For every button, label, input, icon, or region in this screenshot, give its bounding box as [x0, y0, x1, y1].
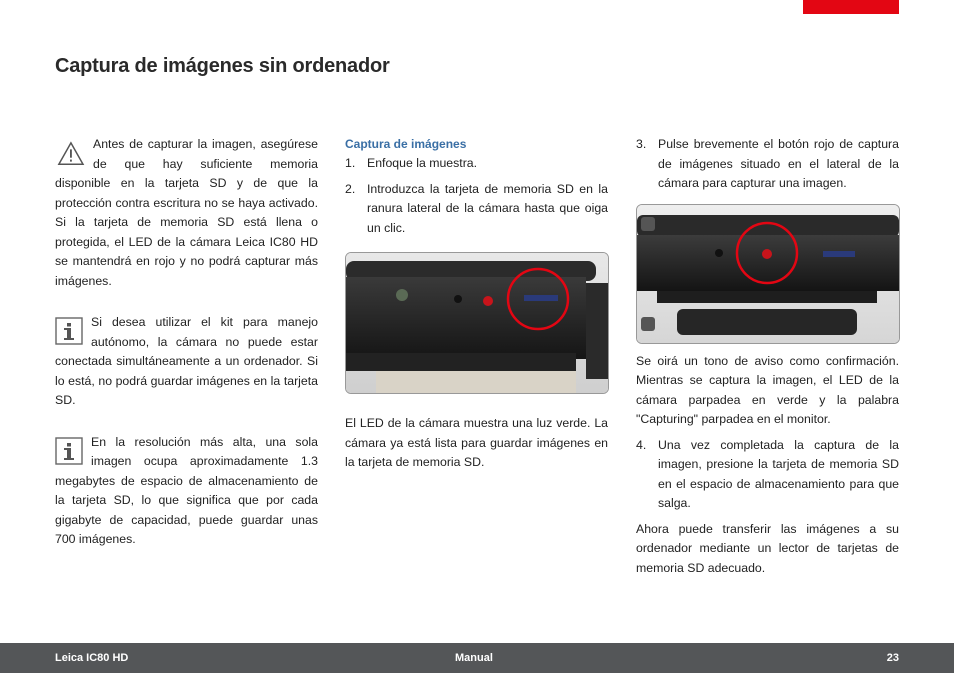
section-subheading: Captura de imágenes [345, 137, 467, 151]
page-title: Captura de imágenes sin ordenador [55, 55, 390, 77]
header-accent-bar [803, 0, 899, 14]
warning-note [55, 135, 318, 291]
step-item [345, 180, 608, 239]
warning-icon [55, 141, 85, 167]
page-number: 23 [886, 652, 899, 664]
step-number: 4. [636, 437, 647, 452]
steps-list [345, 154, 608, 238]
info-note-1 [55, 313, 318, 411]
steps-list [636, 135, 899, 194]
info-icon [55, 317, 83, 345]
step-text: Una vez completada la captura de la imagen, presione la tarjeta de memoria SD en el espacio de almacenamiento para que salga. [658, 437, 899, 510]
step-text: Enfoque la muestra. [367, 156, 478, 170]
info-text-1: Si desea utilizar el kit para manejo autónomo, la cámara no puede estar conectada simultáneamente a un ordenador. Si lo está, no podrá guardar imágenes en la tarjeta SD. [55, 315, 318, 407]
info-note-2 [55, 433, 318, 550]
step-item [345, 154, 608, 174]
info-icon [55, 437, 83, 465]
step-item [636, 135, 899, 194]
step-number: 1. [345, 156, 356, 170]
footer-product-name: Leica IC80 HD [55, 652, 129, 664]
step-text: Pulse brevemente el botón rojo de captura de imágenes situado en el lateral de la cámara para capturar una imagen. [658, 137, 899, 190]
info-text-2: En la resolución más alta, una sola imagen ocupa aproximadamente 1.3 megabytes de espacio de almacenamiento de la tarjeta SD, lo que significa que por cada gigabyte de capacidad, puede guardar unas 700 imágenes. [55, 434, 318, 546]
column-capture-continue [636, 135, 899, 578]
closing-text: Ahora puede transferir las imágenes a su ordenador mediante un lector de tarjetas de memoria SD adecuado. [636, 521, 899, 575]
camera-sd-slot-photo [345, 252, 609, 394]
column-notes [55, 135, 318, 550]
capture-confirmation-text: Se oirá un tono de aviso como confirmación. Mientras se captura la imagen, el LED de la cámara parpadea en verde y la palabra "Capturing" parpadea en el monitor. [636, 353, 899, 426]
step-item [636, 436, 899, 514]
step-number: 2. [345, 181, 356, 196]
column-capture-steps [345, 135, 608, 473]
page-footer [0, 643, 954, 673]
led-ready-text: El LED de la cámara muestra una luz verde. La cámara ya está lista para guardar imágenes en la tarjeta de memoria SD. [345, 416, 608, 469]
steps-list [636, 436, 899, 514]
step-number: 3. [636, 137, 647, 151]
camera-capture-button-photo [636, 204, 900, 344]
footer-doc-type: Manual [455, 652, 493, 664]
step-text: Introduzca la tarjeta de memoria SD en la ranura lateral de la cámara hasta que oiga un clic. [367, 181, 608, 235]
warning-text: Antes de capturar la imagen, asegúrese de que hay suficiente memoria disponible en la tarjeta SD y de que la protección contra escritura no se haya activado. Si la tarjeta de memoria SD está llena o protegida, el LED de la cámara Leica IC80 HD se mantendrá en rojo y no podrá capturar más imágenes. [55, 137, 318, 288]
